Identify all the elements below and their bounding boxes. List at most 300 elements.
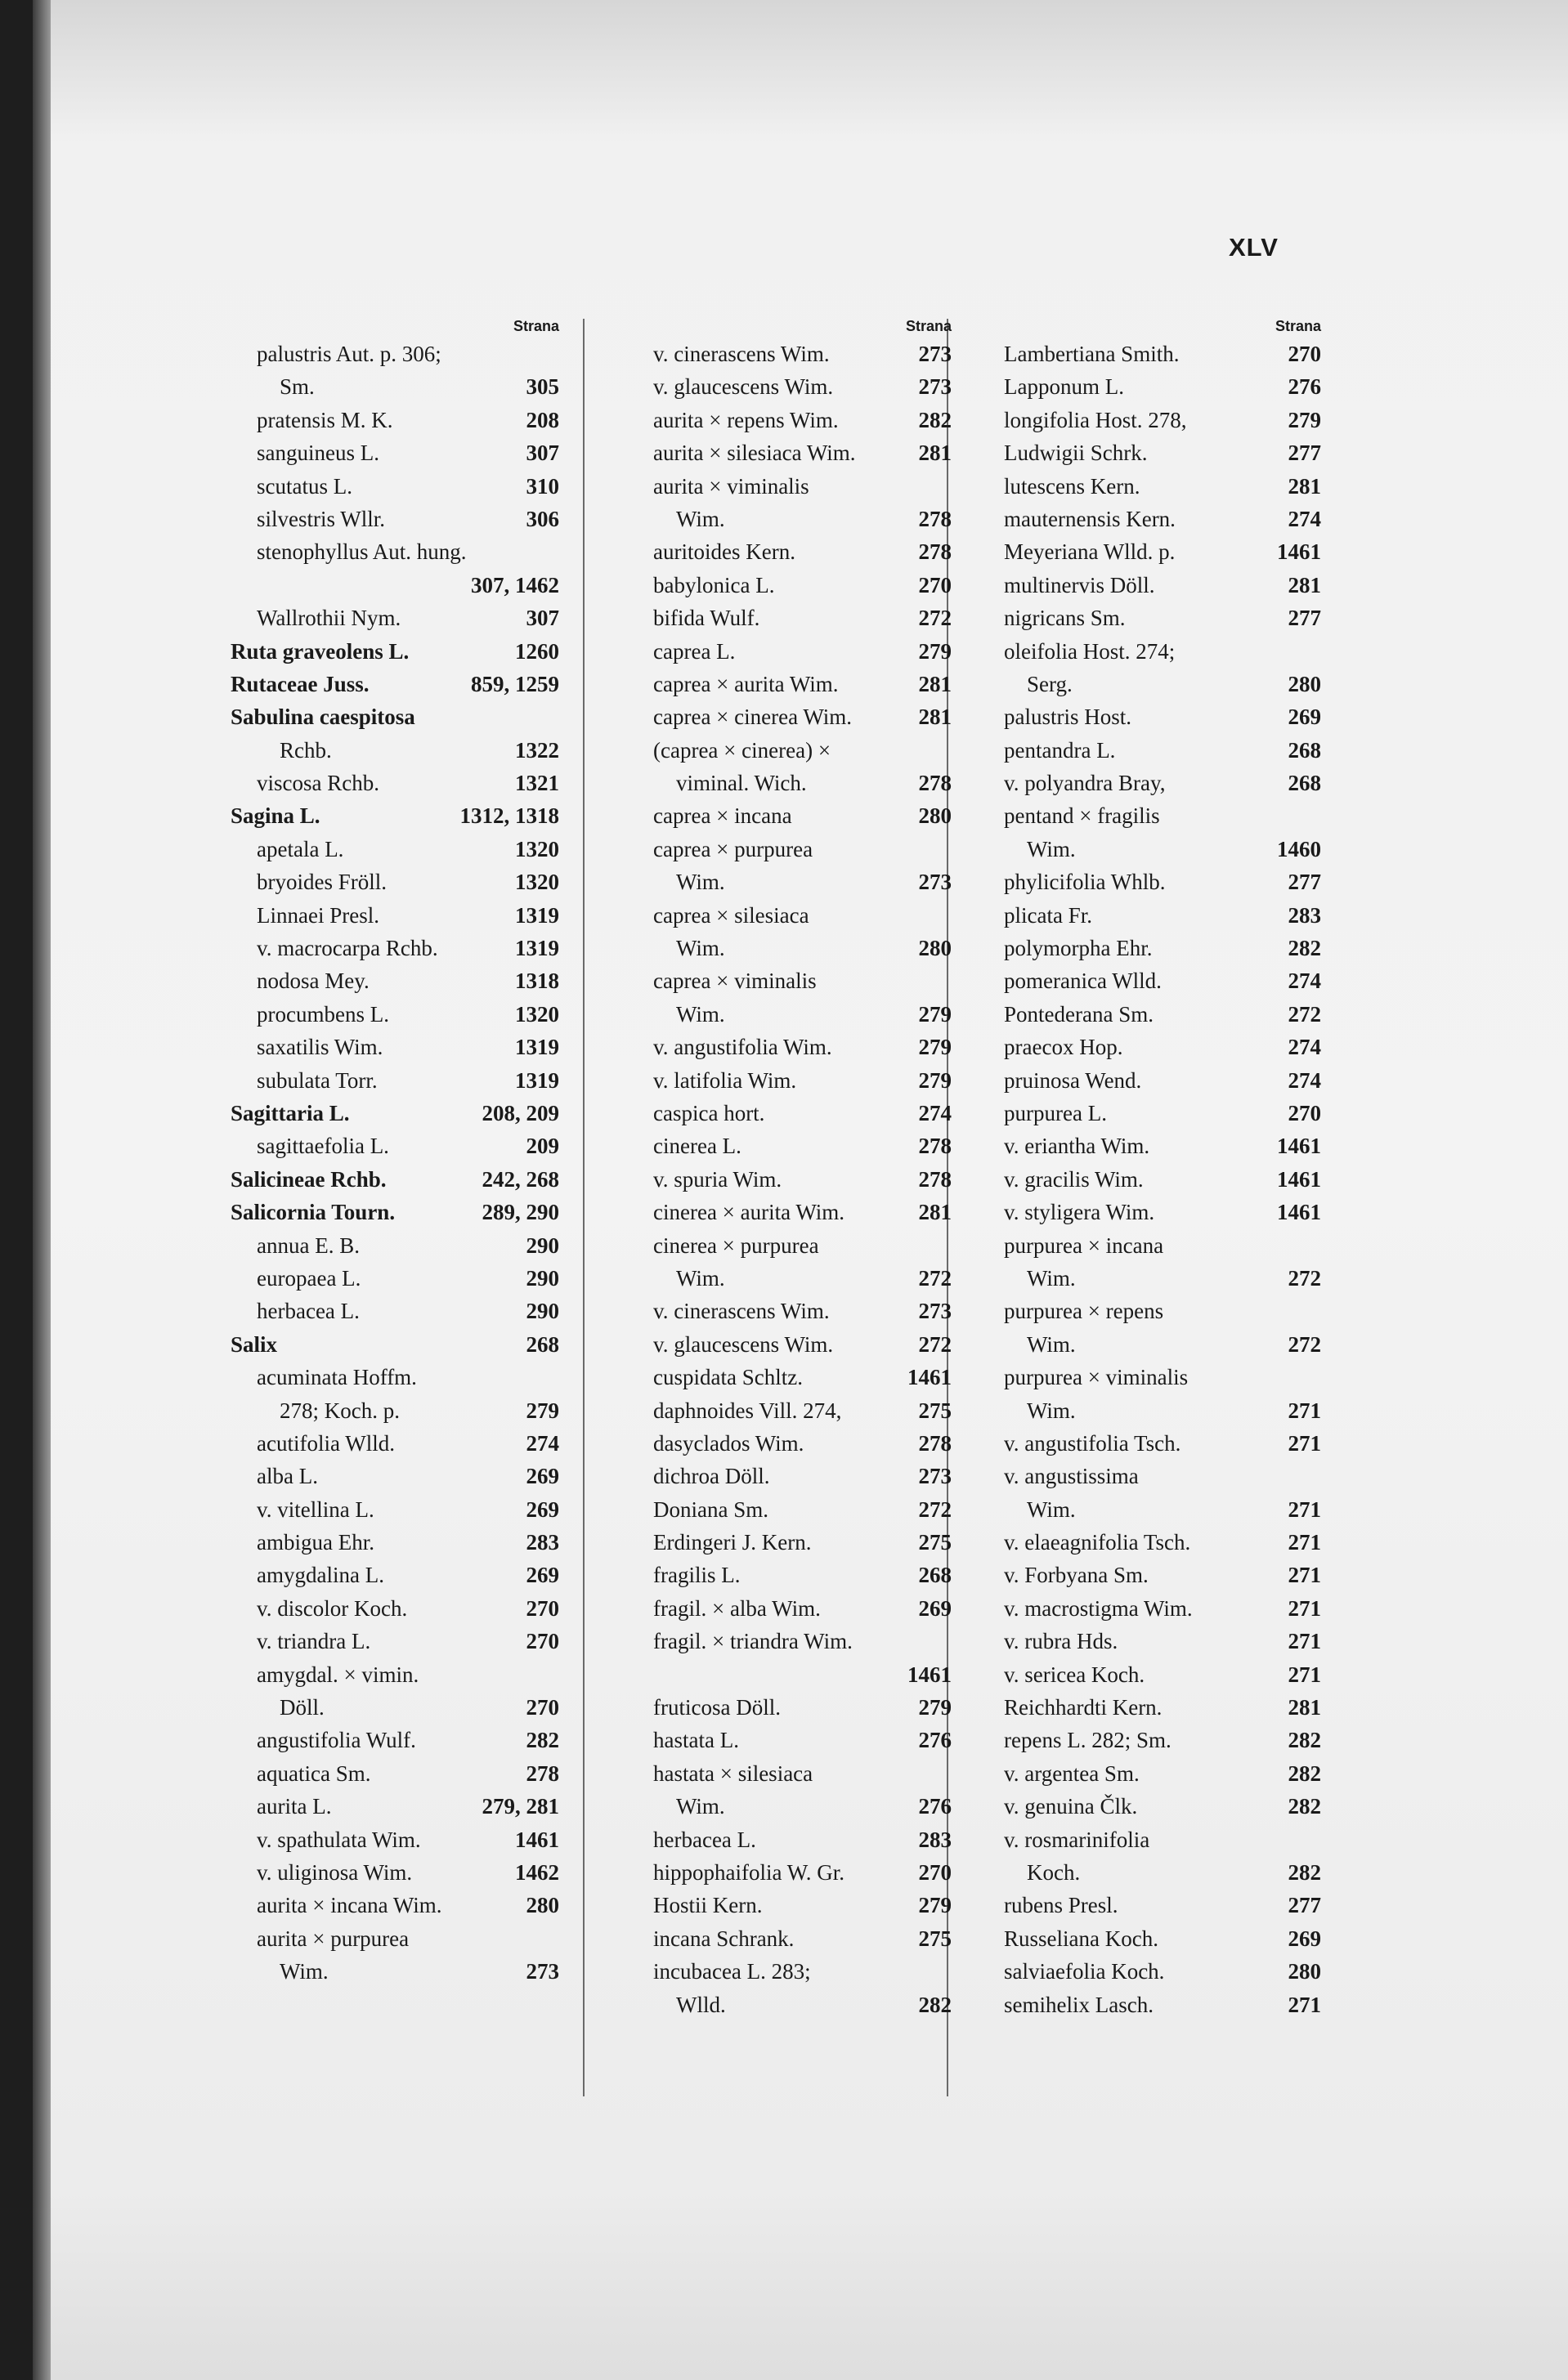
- entry-page: 273: [918, 870, 952, 895]
- index-entry: [627, 1097, 952, 1130]
- entry-text: dichroa Döll.: [653, 1464, 770, 1489]
- entry-page: 283: [1288, 902, 1321, 928]
- entry-text: ambigua Ehr.: [257, 1530, 374, 1555]
- index-entry: [627, 1493, 952, 1526]
- entry-page: 271: [1288, 1530, 1321, 1555]
- entry-text: Doniana Sm.: [653, 1496, 768, 1522]
- index-entry: [627, 1262, 952, 1295]
- index-entry: [627, 1790, 952, 1823]
- entry-text: v. cinerascens Wim.: [653, 1299, 830, 1324]
- index-entry: [978, 1955, 1321, 1988]
- index-entry: [231, 1559, 559, 1591]
- entry-page: 859, 1259: [471, 671, 559, 696]
- index-entry: [978, 1196, 1321, 1228]
- entry-text: amygdalina L.: [257, 1563, 384, 1588]
- entry-text: bifida Wulf.: [653, 606, 760, 631]
- index-entry: [231, 1361, 559, 1394]
- entry-text: v. polyandra Bray,: [1004, 771, 1166, 796]
- index-entry: [627, 1394, 952, 1427]
- index-entry: [978, 602, 1321, 634]
- entry-text: Wallrothii Nym.: [257, 606, 401, 631]
- index-entry: [627, 1361, 952, 1394]
- index-entry: [231, 1625, 559, 1658]
- column-divider: [583, 319, 585, 2096]
- index-entry: [978, 964, 1321, 997]
- index-entry: [627, 503, 952, 535]
- index-entry: [627, 436, 952, 469]
- entry-text: caprea × aurita Wim.: [653, 671, 839, 696]
- index-entry: [627, 370, 952, 403]
- entry-page: 1460: [1277, 836, 1321, 861]
- entry-text: salviaefolia Koch.: [1004, 1959, 1165, 1984]
- index-entry: [978, 404, 1321, 436]
- entry-text: herbacea L.: [257, 1299, 360, 1324]
- entry-text: sagittaefolia L.: [257, 1134, 389, 1159]
- index-entry: [978, 635, 1321, 668]
- entry-page: 277: [1288, 1893, 1321, 1918]
- entry-page: 274: [1288, 1035, 1321, 1060]
- index-entry: [231, 1427, 559, 1460]
- entry-page: 279: [526, 1398, 559, 1423]
- entry-page: 281: [1288, 473, 1321, 499]
- entry-text: v. glaucescens Wim.: [653, 1331, 834, 1357]
- index-entry: [231, 1163, 559, 1196]
- index-page: [51, 0, 1568, 2380]
- index-entry: [627, 1625, 952, 1658]
- index-entry: [231, 338, 559, 370]
- entry-page: 281: [1288, 572, 1321, 597]
- index-entry: [627, 1427, 952, 1460]
- entry-text: saxatilis Wim.: [257, 1035, 383, 1060]
- index-entry: [231, 1262, 559, 1295]
- entry-page: 282: [1288, 1859, 1321, 1885]
- index-entry: [978, 470, 1321, 503]
- entry-page: 1321: [515, 771, 559, 796]
- entry-text: Döll.: [280, 1695, 325, 1720]
- entry-text: Sabulina caespitosa: [231, 705, 415, 730]
- index-entry: [231, 1592, 559, 1625]
- index-entry: [627, 635, 952, 668]
- entry-text: aurita × viminalis: [653, 473, 809, 499]
- entry-page: 1461: [1277, 1200, 1321, 1225]
- entry-text: fruticosa Döll.: [653, 1695, 781, 1720]
- index-entry: [627, 1757, 952, 1790]
- index-entry: [978, 1163, 1321, 1196]
- entry-text: mauternensis Kern.: [1004, 506, 1176, 531]
- entry-text: Wim.: [1027, 1265, 1076, 1291]
- entry-page: 270: [1288, 342, 1321, 366]
- index-entry: [627, 1856, 952, 1889]
- entry-text: Rutaceae Juss.: [231, 671, 370, 696]
- entry-page: 276: [918, 1728, 952, 1753]
- entry-text: Sagittaria L.: [231, 1100, 350, 1125]
- entry-text: Salicornia Tourn.: [231, 1200, 396, 1225]
- entry-page: 282: [1288, 1794, 1321, 1819]
- index-entry: [978, 1856, 1321, 1889]
- entry-page: 271: [1288, 1992, 1321, 2017]
- index-entry: [231, 635, 559, 668]
- index-entry: [978, 1262, 1321, 1295]
- entry-page: 270: [918, 572, 952, 597]
- index-entry: [627, 767, 952, 799]
- index-entry: [231, 1328, 559, 1361]
- entry-text: longifolia Host. 278,: [1004, 407, 1187, 432]
- index-entry: [627, 1691, 952, 1724]
- index-entry: [231, 1856, 559, 1889]
- column-header: Strana: [513, 318, 559, 334]
- entry-page: 279: [918, 638, 952, 664]
- entry-page: 1320: [515, 836, 559, 861]
- index-column-2: [627, 315, 952, 2021]
- entry-text: repens L. 282; Sm.: [1004, 1728, 1172, 1753]
- entry-page: 306: [526, 506, 559, 531]
- index-entry: [978, 932, 1321, 964]
- entry-page: 209: [526, 1134, 559, 1159]
- entry-page: 289, 290: [482, 1200, 559, 1225]
- index-entry: [231, 899, 559, 932]
- entry-page: 272: [1288, 1265, 1321, 1291]
- entry-text: Wim.: [1027, 1398, 1076, 1423]
- index-entry: [978, 436, 1321, 469]
- index-entry: [231, 436, 559, 469]
- index-entry: [978, 1229, 1321, 1262]
- entry-text: bryoides Fröll.: [257, 870, 387, 895]
- entry-text: v. rosmarinifolia: [1004, 1827, 1150, 1852]
- index-entry: [978, 1031, 1321, 1063]
- index-entry: [627, 1328, 952, 1361]
- entry-page: 282: [918, 1992, 952, 2017]
- entry-page: 272: [1288, 1001, 1321, 1027]
- entry-text: Pontederana Sm.: [1004, 1001, 1154, 1027]
- entry-text: palustris Host.: [1004, 705, 1132, 730]
- entry-text: Linnaei Presl.: [257, 902, 379, 928]
- entry-text: viscosa Rchb.: [257, 771, 379, 796]
- index-entry: [231, 1823, 559, 1856]
- index-entry: [231, 1130, 559, 1162]
- entry-text: angustifolia Wulf.: [257, 1728, 416, 1753]
- entry-page: 275: [918, 1530, 952, 1555]
- entry-text: v. macrocarpa Rchb.: [257, 936, 438, 961]
- entry-text: pentand × fragilis: [1004, 803, 1160, 829]
- entry-text: purpurea × repens: [1004, 1299, 1164, 1324]
- index-entry: [978, 1658, 1321, 1691]
- index-entry: [978, 1130, 1321, 1162]
- entry-text: cinerea × purpurea: [653, 1232, 819, 1258]
- entry-text: Reichhardti Kern.: [1004, 1695, 1163, 1720]
- entry-page: 280: [1288, 1959, 1321, 1984]
- entry-page: 281: [918, 1200, 952, 1225]
- index-entry: [978, 799, 1321, 832]
- index-entry: [627, 1592, 952, 1625]
- index-entry: [231, 1724, 559, 1756]
- entry-page: 269: [526, 1563, 559, 1588]
- entry-text: Salicineae Rchb.: [231, 1166, 387, 1192]
- entry-page: 275: [918, 1926, 952, 1951]
- index-column-1: [231, 315, 559, 1989]
- index-entry: [978, 767, 1321, 799]
- entry-text: procumbens L.: [257, 1001, 389, 1027]
- index-entry: [627, 1229, 952, 1262]
- entry-page: 279: [918, 1695, 952, 1720]
- index-entry: [231, 602, 559, 634]
- entry-text: Wim.: [676, 1001, 725, 1027]
- entry-text: aquatica Sm.: [257, 1760, 371, 1786]
- index-entry: [978, 535, 1321, 568]
- index-entry: [978, 1526, 1321, 1559]
- index-entry: [231, 1790, 559, 1823]
- index-entry: [627, 668, 952, 700]
- index-entry: [231, 833, 559, 866]
- entry-text: pruinosa Wend.: [1004, 1067, 1142, 1093]
- entry-text: Wim.: [1027, 1331, 1076, 1357]
- entry-page: 274: [1288, 506, 1321, 531]
- entry-text: Serg.: [1027, 671, 1073, 696]
- entry-page: 1319: [515, 1067, 559, 1093]
- entry-text: amygdal. × vimin.: [257, 1662, 419, 1687]
- entry-text: v. Forbyana Sm.: [1004, 1563, 1149, 1588]
- entry-page: 282: [526, 1728, 559, 1753]
- index-entry: [978, 833, 1321, 866]
- entry-text: auritoides Kern.: [653, 539, 795, 565]
- entry-page: 278: [918, 1430, 952, 1456]
- entry-page: 1461: [907, 1365, 952, 1390]
- entry-text: pratensis M. K.: [257, 407, 393, 432]
- entry-text: Wim.: [1027, 836, 1076, 861]
- entry-text: Erdingeri J. Kern.: [653, 1530, 812, 1555]
- index-entry: [627, 1064, 952, 1097]
- entry-page: 278: [918, 1134, 952, 1159]
- index-entry: [231, 932, 559, 964]
- entry-page: 278: [918, 1166, 952, 1192]
- entry-text: Wim.: [280, 1959, 329, 1984]
- entry-page: 1461: [1277, 1134, 1321, 1159]
- entry-text: babylonica L.: [653, 572, 775, 597]
- entry-page: 307: [526, 441, 559, 466]
- entry-text: semihelix Lasch.: [1004, 1992, 1154, 2017]
- index-entry: [978, 1559, 1321, 1591]
- entry-text: caprea × viminalis: [653, 969, 817, 994]
- entry-page: 1319: [515, 902, 559, 928]
- entry-page: 281: [918, 705, 952, 730]
- entry-page: 1462: [515, 1859, 559, 1885]
- entry-page: 282: [1288, 1760, 1321, 1786]
- entry-page: 271: [1288, 1662, 1321, 1687]
- entry-page: 277: [1288, 441, 1321, 466]
- entry-page: 274: [1288, 969, 1321, 994]
- entry-page: 271: [1288, 1398, 1321, 1423]
- index-entry: [627, 833, 952, 866]
- entry-page: 283: [918, 1827, 952, 1852]
- entry-text: fragil. × triandra Wim.: [653, 1629, 853, 1654]
- index-entry: [978, 1922, 1321, 1955]
- index-entry: [978, 1790, 1321, 1823]
- entry-text: Wlld.: [676, 1992, 726, 2017]
- entry-text: alba L.: [257, 1464, 318, 1489]
- index-entry: [231, 1922, 559, 1955]
- entry-text: plicata Fr.: [1004, 902, 1092, 928]
- entry-page: 1461: [907, 1662, 952, 1687]
- index-entry: [978, 338, 1321, 370]
- entry-page: 269: [526, 1464, 559, 1489]
- entry-text: cinerea × aurita Wim.: [653, 1200, 845, 1225]
- entry-text: purpurea × viminalis: [1004, 1365, 1189, 1390]
- entry-text: stenophyllus Aut. hung.: [257, 539, 467, 565]
- entry-page: 270: [526, 1629, 559, 1654]
- index-entry: [978, 1823, 1321, 1856]
- index-entry: [978, 370, 1321, 403]
- index-entry: [978, 668, 1321, 700]
- entry-text: aurita L.: [257, 1794, 332, 1819]
- index-entry: [627, 338, 952, 370]
- entry-page: 280: [918, 803, 952, 829]
- index-entry: [627, 866, 952, 898]
- index-entry: [231, 998, 559, 1031]
- entry-page: 279, 281: [482, 1794, 559, 1819]
- entry-text: pentandra L.: [1004, 737, 1116, 763]
- index-entry: [627, 700, 952, 733]
- entry-page: 279: [918, 1067, 952, 1093]
- entry-page: 271: [1288, 1496, 1321, 1522]
- entry-text: v. uliginosa Wim.: [257, 1859, 413, 1885]
- entry-text: v. sericea Koch.: [1004, 1662, 1145, 1687]
- entry-page: 274: [918, 1100, 952, 1125]
- entry-page: 271: [1288, 1430, 1321, 1456]
- entry-text: subulata Torr.: [257, 1067, 378, 1093]
- entry-page: 270: [918, 1859, 952, 1885]
- index-entry: [627, 1989, 952, 2021]
- entry-text: aurita × incana Wim.: [257, 1893, 442, 1918]
- index-entry: [231, 1460, 559, 1492]
- index-entry: [978, 1064, 1321, 1097]
- entry-text: caprea × silesiaca: [653, 902, 809, 928]
- entry-page: 305: [526, 374, 559, 400]
- entry-text: Salix: [231, 1331, 278, 1357]
- entry-page: 269: [918, 1595, 952, 1621]
- entry-text: Rchb.: [280, 737, 332, 763]
- entry-text: aurita × silesiaca Wim.: [653, 441, 856, 466]
- entry-text: Ludwigii Schrk.: [1004, 441, 1148, 466]
- entry-page: 274: [1288, 1067, 1321, 1093]
- entry-text: purpurea L.: [1004, 1100, 1107, 1125]
- entry-text: v. vitellina L.: [257, 1496, 374, 1522]
- entry-text: hastata × silesiaca: [653, 1760, 813, 1786]
- entry-text: oleifolia Host. 274;: [1004, 638, 1176, 664]
- entry-page: 1461: [1277, 539, 1321, 565]
- entry-page: 276: [918, 1794, 952, 1819]
- page-number: XLV: [1229, 233, 1279, 262]
- entry-text: Meyeriana Wlld. p.: [1004, 539, 1176, 565]
- index-entry: [231, 668, 559, 700]
- entry-page: 278: [918, 506, 952, 531]
- index-entry: [231, 964, 559, 997]
- entry-text: caprea × cinerea Wim.: [653, 705, 852, 730]
- index-entry: [627, 734, 952, 767]
- entry-text: v. cinerascens Wim.: [653, 342, 830, 366]
- column-header: Strana: [905, 318, 952, 334]
- entry-page: 268: [918, 1563, 952, 1588]
- entry-page: 273: [526, 1959, 559, 1984]
- entry-text: scutatus L.: [257, 473, 352, 499]
- index-entry: [627, 1955, 952, 1988]
- entry-page: 1319: [515, 936, 559, 961]
- entry-page: 242, 268: [482, 1166, 559, 1192]
- index-entry: [231, 1757, 559, 1790]
- entry-page: 268: [1288, 737, 1321, 763]
- entry-text: palustris Aut. p. 306;: [257, 342, 441, 366]
- entry-text: v. rubra Hds.: [1004, 1629, 1118, 1654]
- entry-text: caprea × incana: [653, 803, 792, 829]
- entry-page: 279: [1288, 407, 1321, 432]
- entry-page: 277: [1288, 870, 1321, 895]
- entry-page: 280: [1288, 671, 1321, 696]
- index-entry: [627, 799, 952, 832]
- index-entry: [627, 1163, 952, 1196]
- index-entry: [231, 370, 559, 403]
- entry-text: nigricans Sm.: [1004, 606, 1126, 631]
- entry-text: herbacea L.: [653, 1827, 756, 1852]
- index-entry: [627, 1031, 952, 1063]
- index-entry: [978, 1691, 1321, 1724]
- entry-text: Wim.: [676, 1794, 725, 1819]
- entry-page: 272: [918, 1265, 952, 1291]
- index-entry: [231, 866, 559, 898]
- index-entry: [627, 998, 952, 1031]
- index-entry: [978, 1295, 1321, 1327]
- entry-text: nodosa Mey.: [257, 969, 370, 994]
- index-entry: [231, 1526, 559, 1559]
- index-entry: [231, 1196, 559, 1228]
- entry-text: Wim.: [676, 1265, 725, 1291]
- entry-page: 270: [526, 1695, 559, 1720]
- entry-page: 1322: [515, 737, 559, 763]
- index-entry: [978, 866, 1321, 898]
- entry-page: 272: [918, 1496, 952, 1522]
- index-entry: [978, 1394, 1321, 1427]
- entry-page: 272: [1288, 1331, 1321, 1357]
- index-entry: [978, 1757, 1321, 1790]
- entry-text: caspica hort.: [653, 1100, 765, 1125]
- entry-text: hippophaifolia W. Gr.: [653, 1859, 844, 1885]
- entry-text: Wim.: [676, 506, 725, 531]
- entry-text: viminal. Wich.: [676, 771, 807, 796]
- entry-text: acuminata Hoffm.: [257, 1365, 417, 1390]
- index-entry: [627, 404, 952, 436]
- entry-text: rubens Presl.: [1004, 1893, 1118, 1918]
- entry-text: v. spathulata Wim.: [257, 1827, 421, 1852]
- entry-page: 1318: [515, 969, 559, 994]
- index-entry: [627, 1130, 952, 1162]
- entry-text: caprea L.: [653, 638, 736, 664]
- index-entry: [231, 767, 559, 799]
- entry-text: v. discolor Koch.: [257, 1595, 408, 1621]
- entry-text: fragilis L.: [653, 1563, 741, 1588]
- index-entry: [978, 1724, 1321, 1756]
- index-entry: [231, 1097, 559, 1130]
- index-entry: [231, 734, 559, 767]
- entry-text: daphnoides Vill. 274,: [653, 1398, 842, 1423]
- entry-text: v. triandra L.: [257, 1629, 371, 1654]
- index-entry: [627, 535, 952, 568]
- entry-page: 1461: [1277, 1166, 1321, 1192]
- entry-text: incana Schrank.: [653, 1926, 795, 1951]
- entry-text: v. glaucescens Wim.: [653, 374, 834, 400]
- entry-text: caprea × purpurea: [653, 836, 813, 861]
- entry-text: lutescens Kern.: [1004, 473, 1140, 499]
- entry-page: 310: [526, 473, 559, 499]
- entry-page: 1319: [515, 1035, 559, 1060]
- entry-page: 268: [1288, 771, 1321, 796]
- index-entry: [978, 1592, 1321, 1625]
